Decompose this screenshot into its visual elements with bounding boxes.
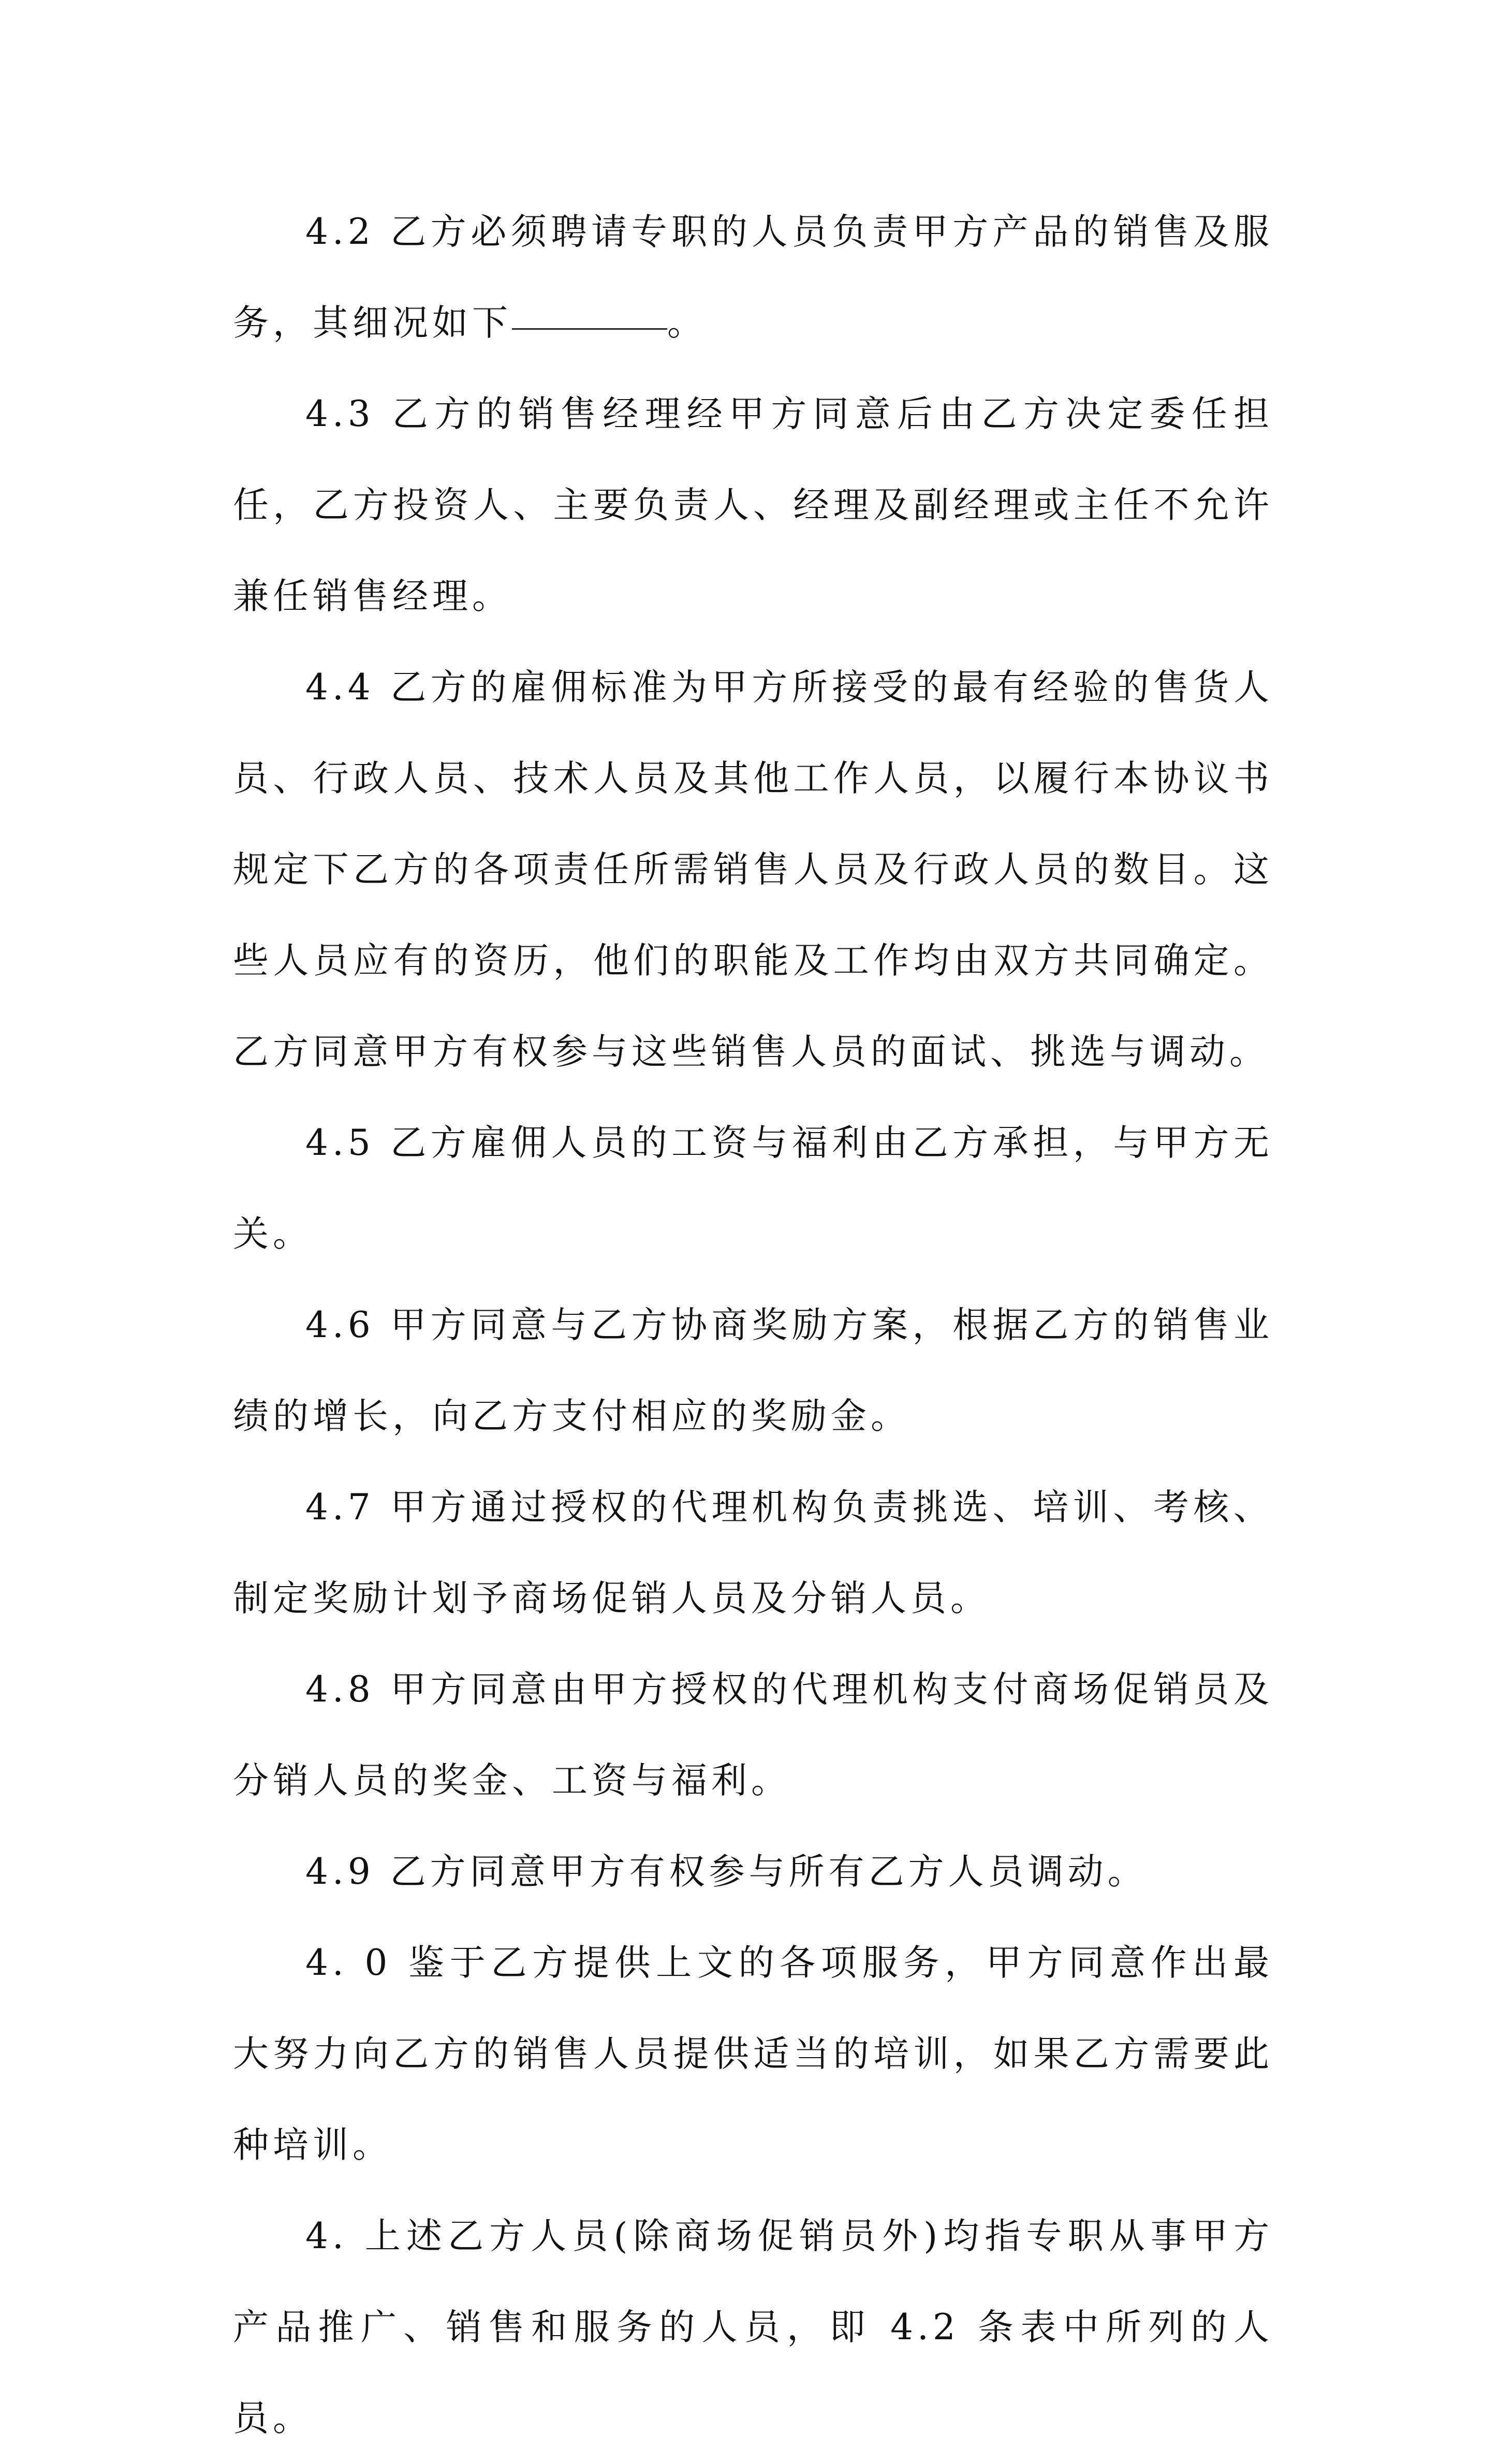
clause-4-5: 4.5 乙方雇佣人员的工资与福利由乙方承担，与甲方无关。 (233, 1122, 1273, 1255)
clause-4-9: 4.9 乙方同意甲方有权参与所有乙方人员调动。 (305, 1851, 1148, 1893)
fill-in-blank[interactable] (512, 328, 667, 330)
clause-4-4: 4.4 乙方的雇佣标准为甲方所接受的最有经验的售货人员、行政人员、技术人员及其他工作人员，以履行本协议书规定下乙方的各项责任所需销售人员及行政人员的数目。这些人员应有的资历，他们的职能及工作均由双方共同确定。乙方同意甲方有权参与这些销售人员的面试、挑选与调动。 (233, 667, 1273, 1073)
clause-4-2-text: 4.2 乙方必须聘请专职的人员负责甲方产品的销售及服务，其细况如下 (233, 211, 1273, 344)
clause-4-7: 4.7 甲方通过授权的代理机构负责挑选、培训、考核、制定奖励计划予商场促销人员及分销人员。 (233, 1487, 1273, 1619)
clause-4-final: 4. 上述乙方人员(除商场促销员外)均指专职从事甲方产品推广、销售和服务的人员，即 4.2 条表中所列的人员。 (233, 2216, 1273, 2439)
clause-4-3: 4.3 乙方的销售经理经甲方同意后由乙方决定委任担任，乙方投资人、主要负责人、经理及副经理或主任不允许兼任销售经理。 (233, 393, 1273, 617)
document-body (233, 186, 1273, 2464)
clause-4-6: 4.6 甲方同意与乙方协商奖励方案，根据乙方的销售业绩的增长，向乙方支付相应的奖励金。 (233, 1304, 1273, 1437)
clause-4-2 (233, 186, 1273, 369)
clause-4-2-end: 。 (667, 302, 707, 344)
clause-4-0: 4. 0 鉴于乙方提供上文的各项服务，甲方同意作出最大努力向乙方的销售人员提供适当的培训，如果乙方需要此种培训。 (233, 1942, 1273, 2166)
clause-4-8: 4.8 甲方同意由甲方授权的代理机构支付商场促销员及分销人员的奖金、工资与福利。 (233, 1669, 1273, 1801)
